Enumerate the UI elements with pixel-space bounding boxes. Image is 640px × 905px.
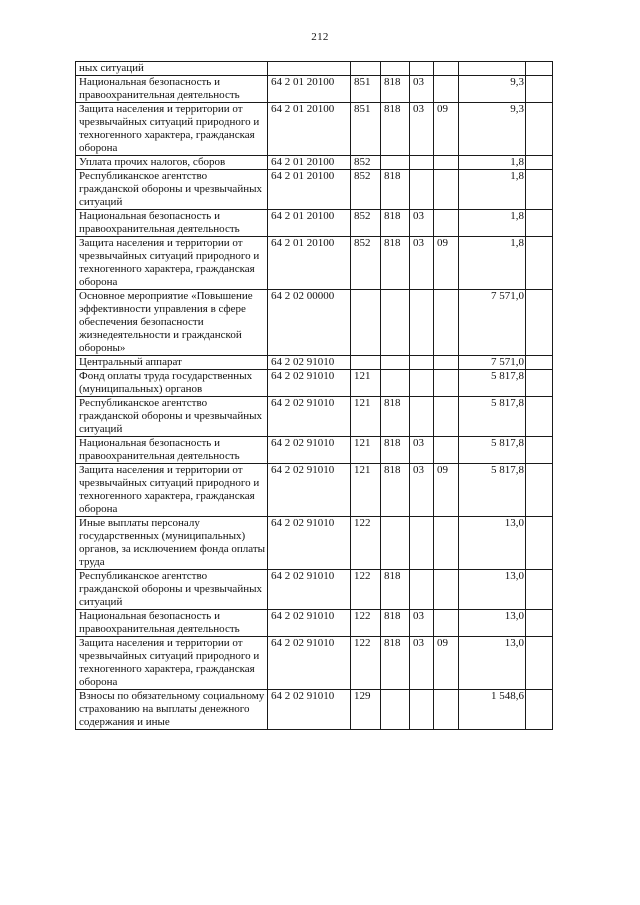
expense-type-cell: 852 <box>351 210 381 237</box>
administrator-code-cell <box>381 517 410 570</box>
expense-type-cell: 852 <box>351 156 381 170</box>
subsection-cell <box>434 170 459 210</box>
administrator-code-cell <box>381 156 410 170</box>
section-cell: 03 <box>410 237 434 290</box>
amount-cell: 5 817,8 <box>459 464 526 517</box>
amount-cell <box>459 62 526 76</box>
expense-type-cell: 122 <box>351 637 381 690</box>
row-name-cell: Основное мероприятие «Повышение эффективности управления в сфере обеспечения безопасности жизнедеятельности и гражданской обороны» <box>76 290 268 356</box>
subsection-cell <box>434 356 459 370</box>
empty-cell <box>526 570 553 610</box>
subsection-cell <box>434 690 459 730</box>
table-row <box>76 610 553 637</box>
amount-cell: 1,8 <box>459 210 526 237</box>
row-name-cell: Республиканское агентство гражданской обороны и чрезвычайных ситуаций <box>76 570 268 610</box>
table-row <box>76 690 553 730</box>
empty-cell <box>526 62 553 76</box>
amount-cell: 13,0 <box>459 570 526 610</box>
empty-cell <box>526 103 553 156</box>
target-code-cell: 64 2 02 91010 <box>268 690 351 730</box>
row-name-cell: Национальная безопасность и правоохранительная деятельность <box>76 437 268 464</box>
administrator-code-cell: 818 <box>381 570 410 610</box>
administrator-code-cell: 818 <box>381 103 410 156</box>
administrator-code-cell <box>381 290 410 356</box>
table-row <box>76 156 553 170</box>
target-code-cell: 64 2 02 91010 <box>268 570 351 610</box>
amount-cell: 13,0 <box>459 610 526 637</box>
table-row <box>76 570 553 610</box>
amount-cell: 1,8 <box>459 170 526 210</box>
section-cell <box>410 356 434 370</box>
empty-cell <box>526 237 553 290</box>
empty-cell <box>526 290 553 356</box>
subsection-cell <box>434 570 459 610</box>
amount-cell: 5 817,8 <box>459 370 526 397</box>
administrator-code-cell: 818 <box>381 637 410 690</box>
empty-cell <box>526 437 553 464</box>
amount-cell: 1,8 <box>459 237 526 290</box>
row-name-cell: Взносы по обязательному социальному страхованию на выплаты денежного содержания и иные <box>76 690 268 730</box>
expense-type-cell: 129 <box>351 690 381 730</box>
expense-type-cell: 122 <box>351 570 381 610</box>
page-number: 212 <box>311 31 329 43</box>
target-code-cell: 64 2 02 91010 <box>268 437 351 464</box>
table-row <box>76 356 553 370</box>
row-name-cell: Защита населения и территории от чрезвычайных ситуаций природного и техногенного характера, гражданская оборона <box>76 237 268 290</box>
section-cell: 03 <box>410 464 434 517</box>
target-code-cell: 64 2 02 00000 <box>268 290 351 356</box>
administrator-code-cell: 818 <box>381 237 410 290</box>
row-name-cell: Иные выплаты персоналу государственных (муниципальных) органов, за исключением фонда оплаты труда <box>76 517 268 570</box>
administrator-code-cell: 818 <box>381 397 410 437</box>
subsection-cell <box>434 437 459 464</box>
expense-type-cell: 122 <box>351 610 381 637</box>
amount-cell: 13,0 <box>459 637 526 690</box>
target-code-cell: 64 2 01 20100 <box>268 237 351 290</box>
expense-type-cell: 851 <box>351 76 381 103</box>
section-cell <box>410 370 434 397</box>
amount-cell: 7 571,0 <box>459 356 526 370</box>
administrator-code-cell: 818 <box>381 464 410 517</box>
section-cell: 03 <box>410 637 434 690</box>
table-row <box>76 637 553 690</box>
expense-type-cell: 121 <box>351 370 381 397</box>
administrator-code-cell: 818 <box>381 76 410 103</box>
subsection-cell <box>434 397 459 437</box>
target-code-cell: 64 2 02 91010 <box>268 464 351 517</box>
expense-type-cell: 121 <box>351 437 381 464</box>
subsection-cell <box>434 517 459 570</box>
row-name-cell: Уплата прочих налогов, сборов <box>76 156 268 170</box>
row-name-cell: Защита населения и территории от чрезвычайных ситуаций природного и техногенного характера, гражданская оборона <box>76 103 268 156</box>
row-name-cell: Защита населения и территории от чрезвычайных ситуаций природного и техногенного характера, гражданская оборона <box>76 637 268 690</box>
amount-cell: 5 817,8 <box>459 397 526 437</box>
row-name-cell: Центральный аппарат <box>76 356 268 370</box>
expense-type-cell: 852 <box>351 237 381 290</box>
section-cell <box>410 156 434 170</box>
table-row <box>76 517 553 570</box>
expense-type-cell <box>351 356 381 370</box>
table-row <box>76 170 553 210</box>
subsection-cell <box>434 76 459 103</box>
expense-type-cell <box>351 290 381 356</box>
amount-cell: 9,3 <box>459 76 526 103</box>
section-cell <box>410 517 434 570</box>
administrator-code-cell: 818 <box>381 170 410 210</box>
subsection-cell: 09 <box>434 103 459 156</box>
empty-cell <box>526 170 553 210</box>
administrator-code-cell <box>381 356 410 370</box>
section-cell: 03 <box>410 437 434 464</box>
empty-cell <box>526 637 553 690</box>
target-code-cell: 64 2 02 91010 <box>268 356 351 370</box>
subsection-cell <box>434 290 459 356</box>
table-row <box>76 76 553 103</box>
table-row <box>76 437 553 464</box>
empty-cell <box>526 76 553 103</box>
row-name-cell: Национальная безопасность и правоохранительная деятельность <box>76 610 268 637</box>
empty-cell <box>526 210 553 237</box>
subsection-cell <box>434 156 459 170</box>
amount-cell: 7 571,0 <box>459 290 526 356</box>
target-code-cell: 64 2 02 91010 <box>268 610 351 637</box>
administrator-code-cell: 818 <box>381 437 410 464</box>
expense-type-cell: 851 <box>351 103 381 156</box>
amount-cell: 1,8 <box>459 156 526 170</box>
table-row <box>76 103 553 156</box>
expense-type-cell <box>351 62 381 76</box>
target-code-cell: 64 2 01 20100 <box>268 156 351 170</box>
empty-cell <box>526 517 553 570</box>
table-row <box>76 210 553 237</box>
empty-cell <box>526 156 553 170</box>
administrator-code-cell <box>381 690 410 730</box>
subsection-cell <box>434 610 459 637</box>
row-name-cell: ных ситуаций <box>76 62 268 76</box>
row-name-cell: Защита населения и территории от чрезвычайных ситуаций природного и техногенного характера, гражданская оборона <box>76 464 268 517</box>
subsection-cell <box>434 62 459 76</box>
subsection-cell: 09 <box>434 464 459 517</box>
section-cell <box>410 570 434 610</box>
amount-cell: 1 548,6 <box>459 690 526 730</box>
table-row <box>76 464 553 517</box>
administrator-code-cell <box>381 370 410 397</box>
empty-cell <box>526 464 553 517</box>
section-cell <box>410 170 434 210</box>
expense-type-cell: 852 <box>351 170 381 210</box>
section-cell <box>410 397 434 437</box>
section-cell <box>410 62 434 76</box>
target-code-cell <box>268 62 351 76</box>
table-row <box>76 62 553 76</box>
subsection-cell <box>434 210 459 237</box>
table-body <box>76 62 553 730</box>
empty-cell <box>526 356 553 370</box>
row-name-cell: Республиканское агентство гражданской обороны и чрезвычайных ситуаций <box>76 397 268 437</box>
row-name-cell: Фонд оплаты труда государственных (муниципальных) органов <box>76 370 268 397</box>
empty-cell <box>526 690 553 730</box>
target-code-cell: 64 2 01 20100 <box>268 76 351 103</box>
table-row <box>76 237 553 290</box>
target-code-cell: 64 2 02 91010 <box>268 517 351 570</box>
subsection-cell: 09 <box>434 237 459 290</box>
amount-cell: 5 817,8 <box>459 437 526 464</box>
expense-type-cell: 121 <box>351 397 381 437</box>
target-code-cell: 64 2 01 20100 <box>268 170 351 210</box>
administrator-code-cell <box>381 62 410 76</box>
table-row <box>76 290 553 356</box>
administrator-code-cell: 818 <box>381 610 410 637</box>
table-row <box>76 397 553 437</box>
target-code-cell: 64 2 02 91010 <box>268 397 351 437</box>
empty-cell <box>526 397 553 437</box>
target-code-cell: 64 2 02 91010 <box>268 370 351 397</box>
row-name-cell: Национальная безопасность и правоохранительная деятельность <box>76 210 268 237</box>
expense-type-cell: 121 <box>351 464 381 517</box>
section-cell <box>410 290 434 356</box>
section-cell: 03 <box>410 610 434 637</box>
section-cell: 03 <box>410 210 434 237</box>
subsection-cell <box>434 370 459 397</box>
section-cell: 03 <box>410 103 434 156</box>
target-code-cell: 64 2 02 91010 <box>268 637 351 690</box>
subsection-cell: 09 <box>434 637 459 690</box>
expense-type-cell: 122 <box>351 517 381 570</box>
section-cell <box>410 690 434 730</box>
empty-cell <box>526 610 553 637</box>
empty-cell <box>526 370 553 397</box>
target-code-cell: 64 2 01 20100 <box>268 103 351 156</box>
target-code-cell: 64 2 01 20100 <box>268 210 351 237</box>
amount-cell: 9,3 <box>459 103 526 156</box>
table-row <box>76 370 553 397</box>
amount-cell: 13,0 <box>459 517 526 570</box>
budget-table <box>75 61 553 730</box>
administrator-code-cell: 818 <box>381 210 410 237</box>
row-name-cell: Национальная безопасность и правоохранительная деятельность <box>76 76 268 103</box>
section-cell: 03 <box>410 76 434 103</box>
row-name-cell: Республиканское агентство гражданской обороны и чрезвычайных ситуаций <box>76 170 268 210</box>
